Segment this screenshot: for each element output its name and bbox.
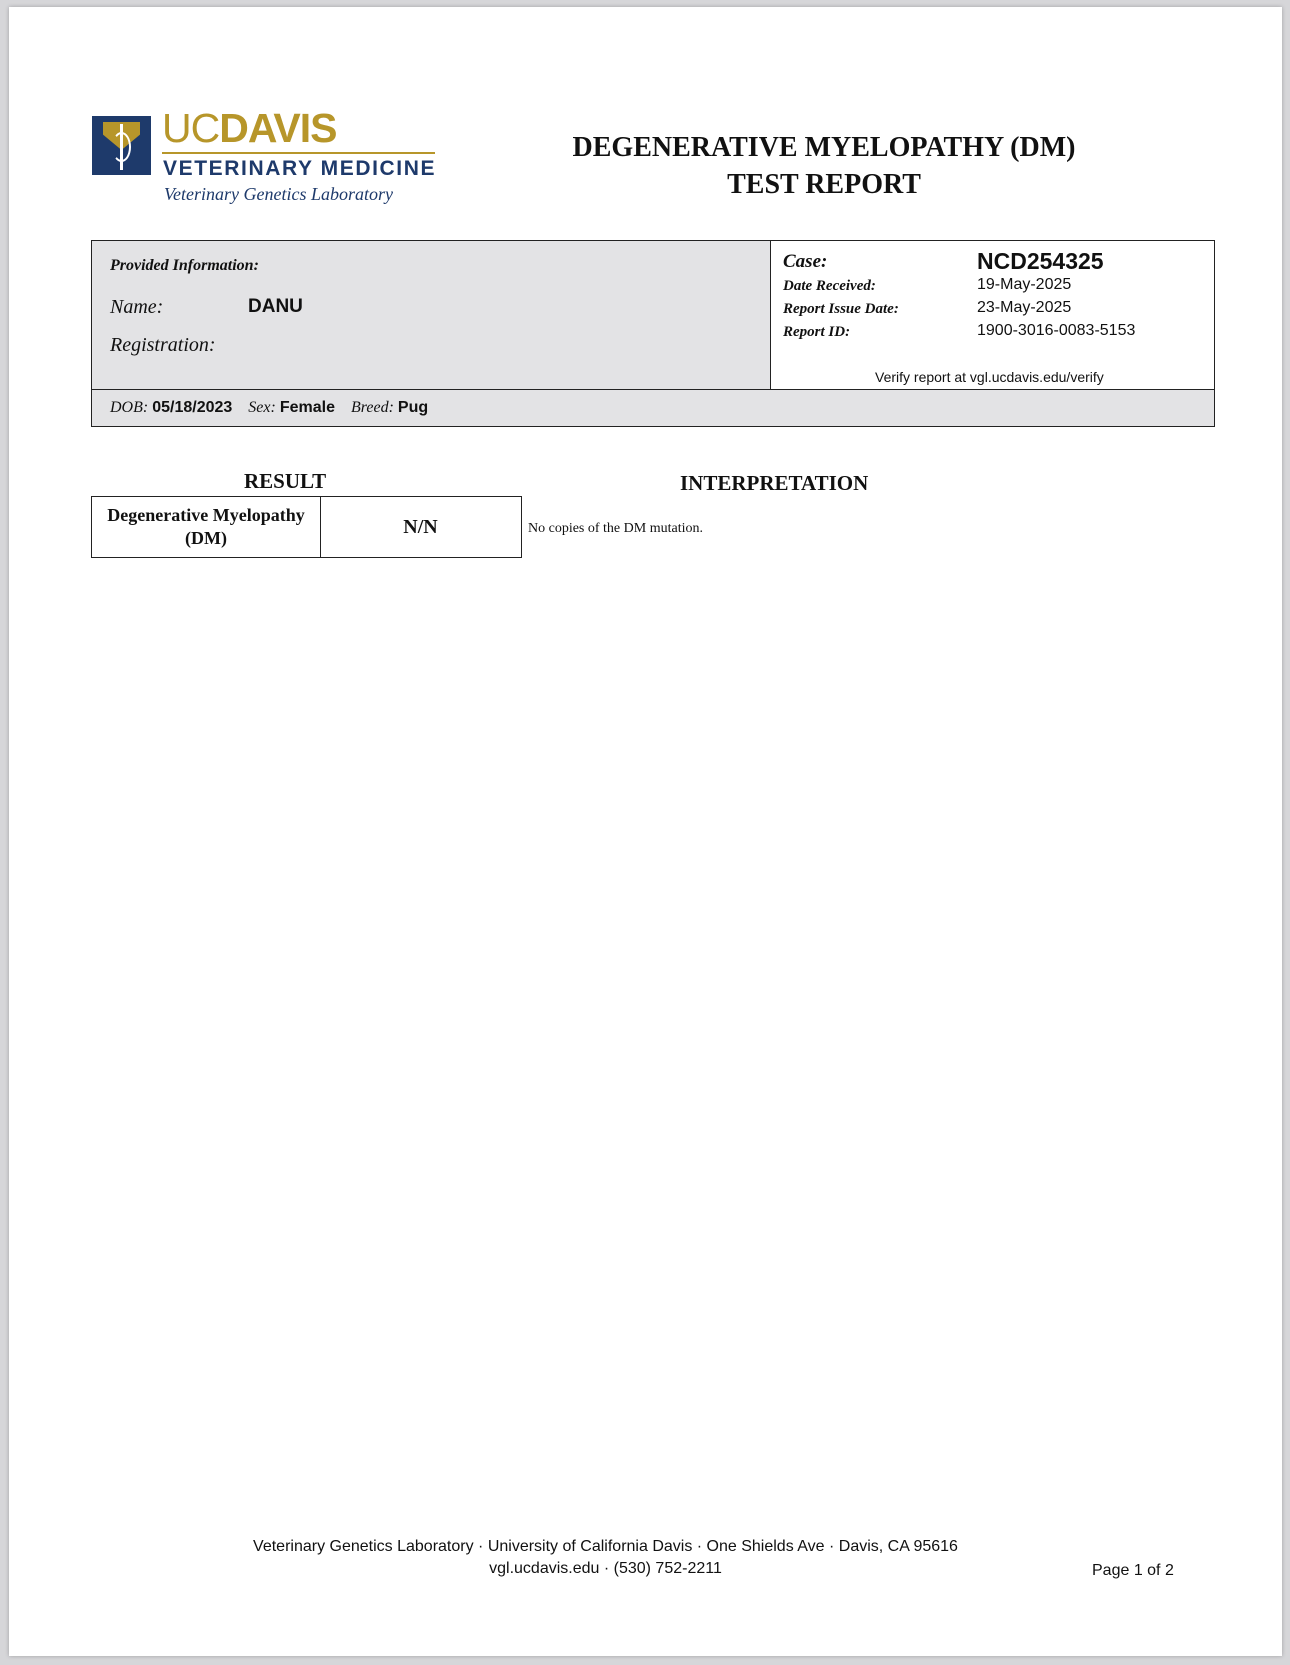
report-title-line1: DEGENERATIVE MYELOPATHY (DM) <box>572 132 1076 163</box>
test-name-line2: (DM) <box>185 528 227 548</box>
footer-address: Veterinary Genetics Laboratory · University of California Davis · One Shields Ave · Davis, CA 95616 <box>253 1538 958 1555</box>
interpretation-text: No copies of the DM mutation. <box>528 521 703 536</box>
dob-value: 05/18/2023 <box>152 399 233 416</box>
provided-information-panel <box>92 241 771 389</box>
footer-contact: vgl.ucdavis.edu · (530) 752-2211 <box>489 1560 722 1577</box>
caduceus-icon <box>92 116 151 175</box>
logo-divider <box>162 152 435 154</box>
registration-label: Registration: <box>110 334 216 356</box>
interpretation-heading: INTERPRETATION <box>680 471 869 495</box>
case-label: Case: <box>783 251 828 272</box>
logo-ucdavis-text: UCDAVIS <box>162 105 337 151</box>
test-name-cell <box>92 497 321 557</box>
genotype-cell: N/N <box>403 515 438 538</box>
logo-department: VETERINARY MEDICINE <box>163 157 437 180</box>
dob-label: DOB: <box>110 399 149 416</box>
breed-label: Breed: <box>350 399 394 416</box>
page-number: Page 1 of 2 <box>1092 1562 1174 1579</box>
logo-laboratory: Veterinary Genetics Laboratory <box>164 184 393 204</box>
case-value: NCD254325 <box>977 248 1104 274</box>
report-id-label: Report ID: <box>783 324 851 340</box>
ucdavis-logo <box>92 105 437 209</box>
name-label: Name: <box>110 296 164 318</box>
name-value: DANU <box>248 296 303 317</box>
result-table <box>91 496 522 558</box>
sex-value: Female <box>279 399 335 416</box>
test-name-line1: Degenerative Myelopathy <box>107 505 305 525</box>
report-title-line2: TEST REPORT <box>727 169 921 200</box>
case-panel <box>771 241 1214 389</box>
report-title <box>509 129 1139 203</box>
provided-heading: Provided Information: <box>110 257 259 274</box>
info-box <box>91 240 1215 427</box>
report-page <box>9 7 1282 1656</box>
verify-link[interactable]: Verify report at vgl.ucdavis.edu/verify <box>875 369 1104 385</box>
result-heading: RESULT <box>244 469 327 493</box>
animal-details-bar <box>92 389 1214 426</box>
breed-value: Pug <box>397 399 429 416</box>
report-issue-date-value: 23-May-2025 <box>977 299 1072 316</box>
report-id-value: 1900-3016-0083-5153 <box>977 322 1136 339</box>
sex-label: Sex: <box>248 399 276 416</box>
date-received-label: Date Received: <box>783 278 876 294</box>
report-issue-date-label: Report Issue Date: <box>783 301 899 317</box>
date-received-value: 19-May-2025 <box>977 276 1072 293</box>
